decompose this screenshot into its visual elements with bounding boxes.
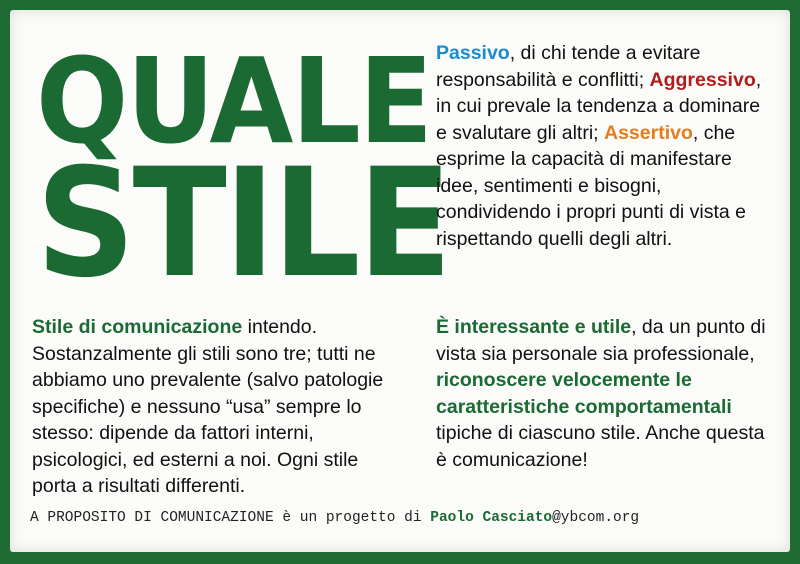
footer-project: A PROPOSITO DI COMUNICAZIONE [30,510,274,526]
interesting-highlight: riconoscere velocemente le caratteristiche comportamentali [436,369,732,418]
styles-description [436,40,776,252]
interesting-heading: È interessante e utile [436,316,632,338]
assertivo-text: , che esprime la capacità di manifestare idee, sentimenti e bisogni, condividendo i propri punti di vista e rispettando quelli degli altri. [436,121,747,250]
title-line-2: STILE [36,136,450,311]
term-aggressivo: Aggressivo [649,68,756,91]
communication-style-paragraph [32,314,404,500]
page-title [36,32,450,311]
footer-credit [30,510,770,526]
passivo-text: , di chi tende a evitare responsabilità e conflitti; [436,42,701,91]
footer-email: @ybcom.org [552,510,640,526]
aggressivo-text: , in cui prevale la tendenza a dominare e svalutare gli altri; [436,68,762,144]
interesting-text-2: tipiche di ciascuno stile. Anche questa è comunicazione! [436,422,765,471]
communication-style-heading: Stile di comunicazione [32,316,243,338]
footer-mid: è un progetto di [273,510,431,526]
footer-author: Paolo Casciato [430,510,553,526]
term-assertivo: Assertivo [604,121,693,144]
communication-style-text: intendo. Sostanzalmente gli stili sono tre; tutti ne abbiamo uno prevalente (salvo patologie specifiche) e nessuno “usa” sempre lo stesso: dipende da fattori interni, psicologici, ed esterni a noi. Ogni stile porta a risultati differenti. [32,316,384,497]
interesting-paragraph [436,314,776,473]
title-line-1: QUALE [36,32,432,170]
interesting-text-1: , da un punto di vista sia personale sia professionale, [436,316,766,365]
term-passivo: Passivo [436,42,510,64]
